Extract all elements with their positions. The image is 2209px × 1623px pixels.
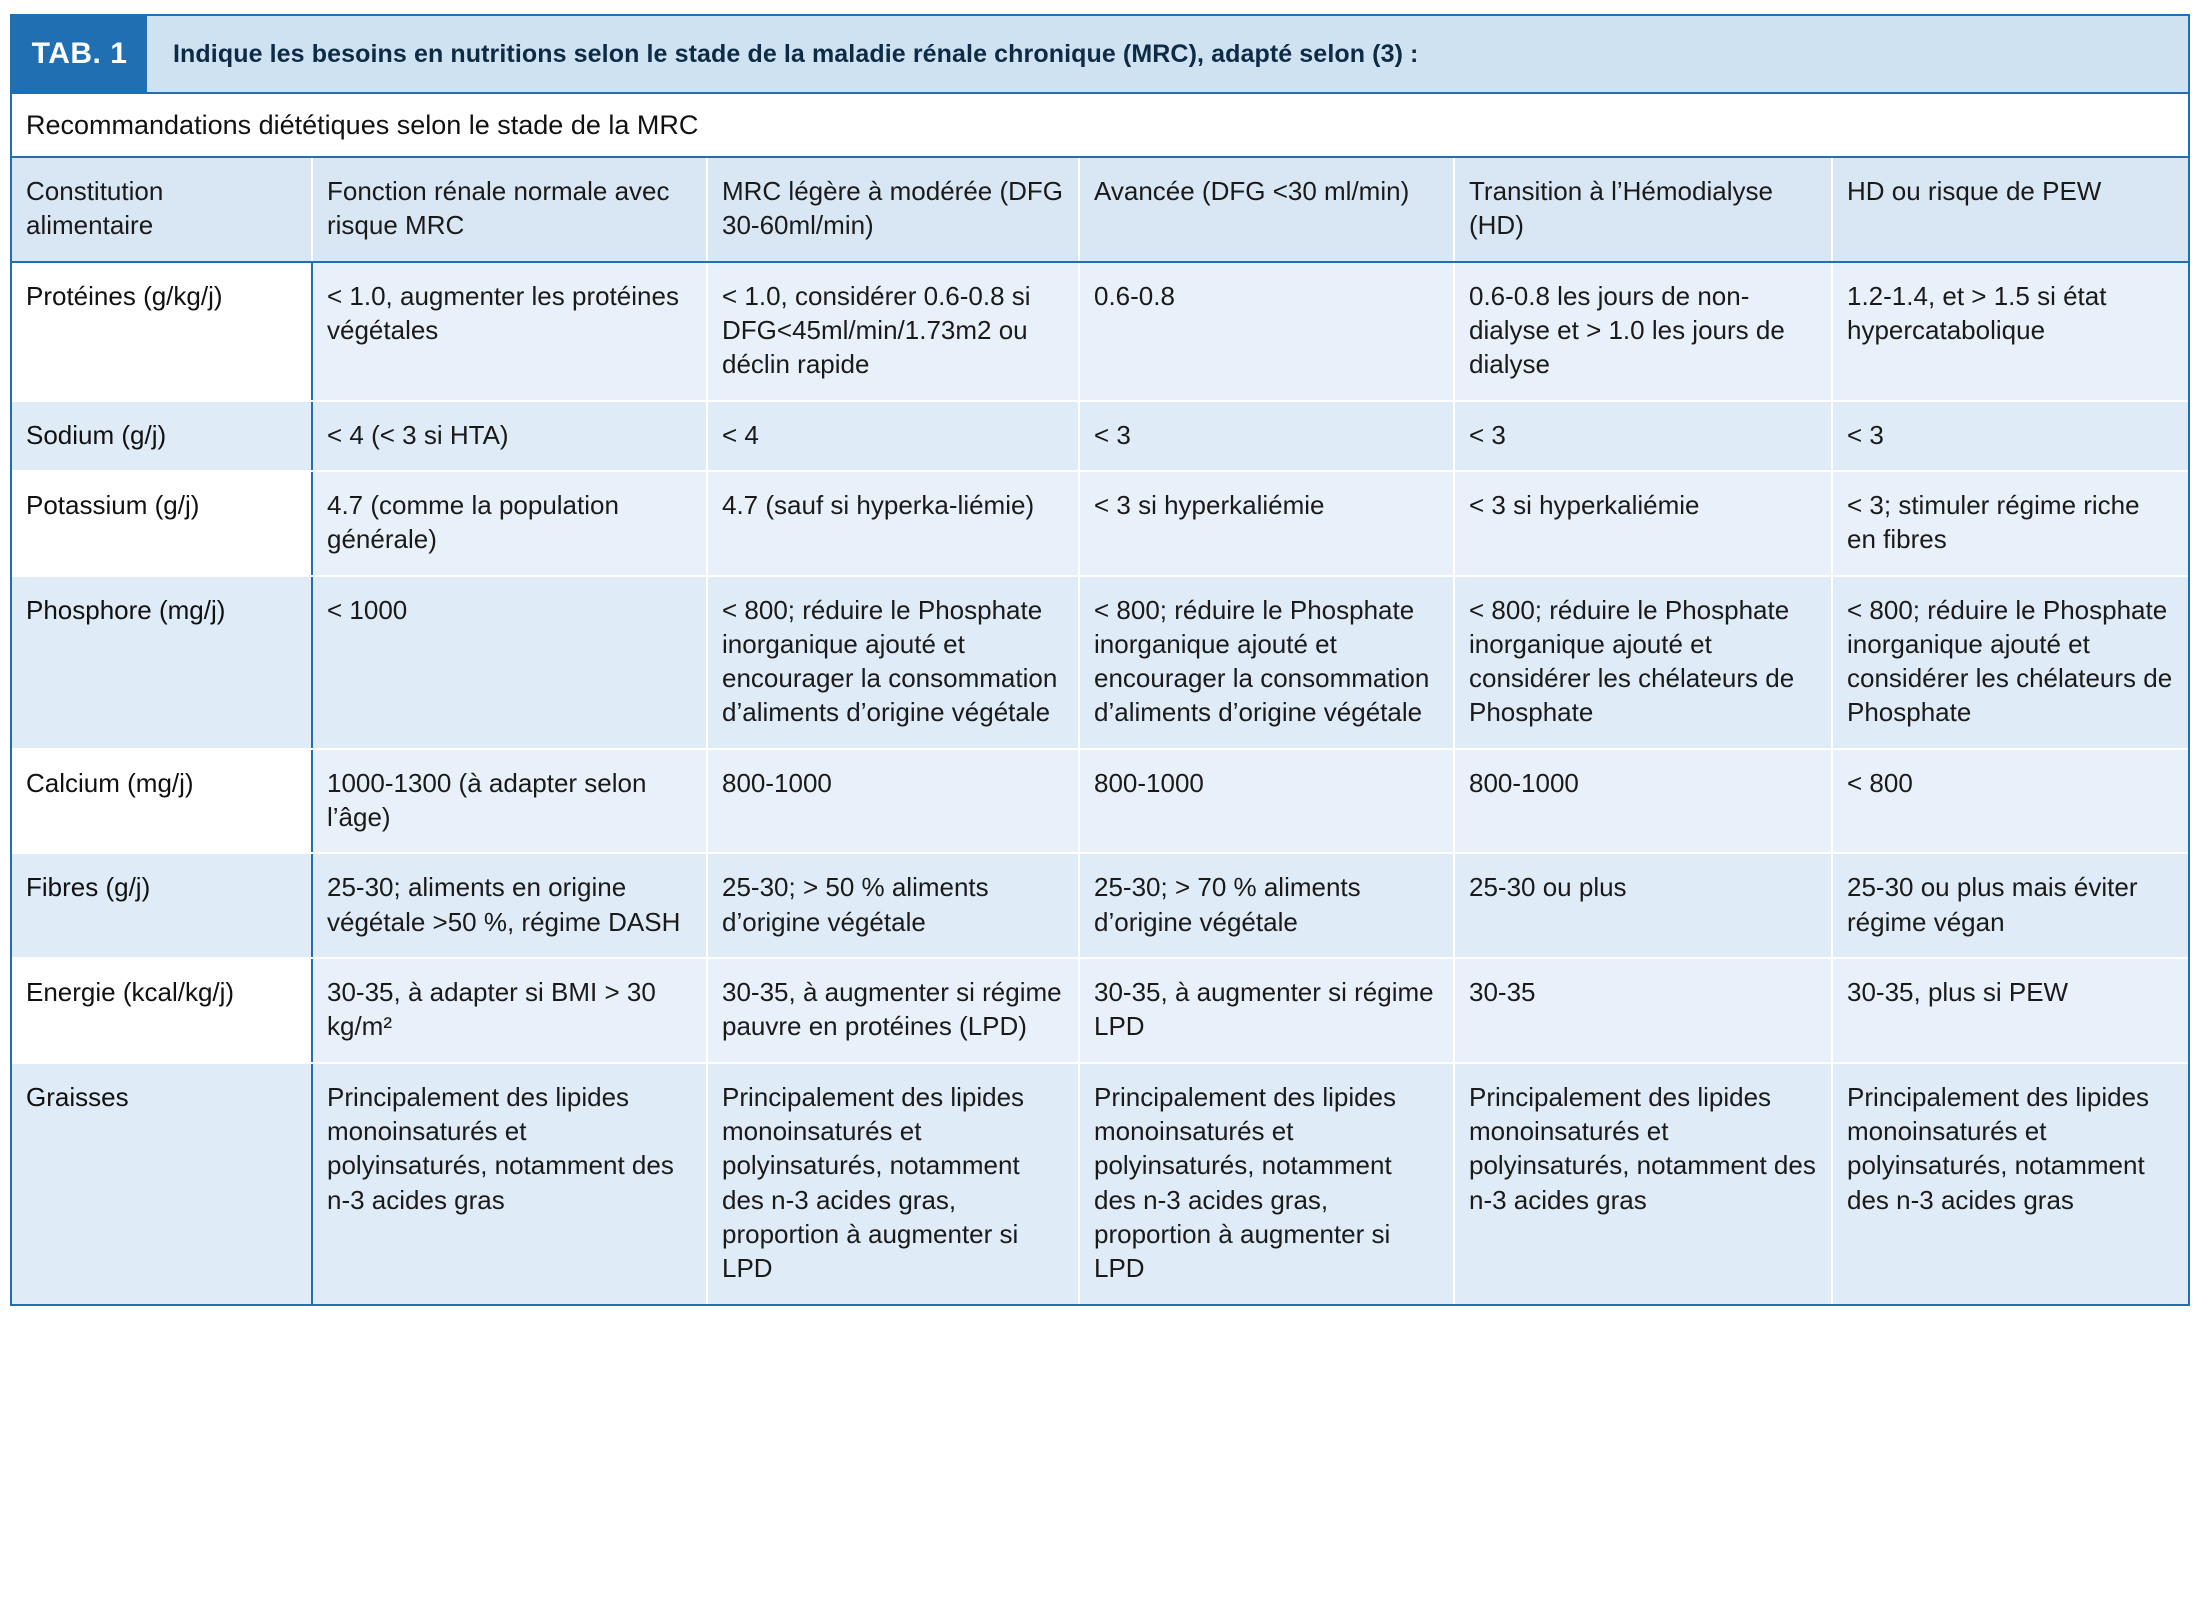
nutrition-recommendations-table [10,14,2190,1306]
column-header-advanced: Avancée (DFG <30 ml/min) [1079,158,1454,262]
cell-sodium-hd: < 3 [1832,401,2188,471]
table-subheader: Recommandations diététiques selon le stade de la MRC [12,94,2188,158]
cell-proteines-normal: < 1.0, augmenter les protéines végétales [312,262,707,401]
cell-potassium-transition: < 3 si hyperkaliémie [1454,471,1832,576]
cell-calcium-advanced: 800-1000 [1079,749,1454,854]
cell-calcium-normal: 1000-1300 (à adapter selon l’âge) [312,749,707,854]
table-row [12,576,2188,749]
cell-calcium-hd: < 800 [1832,749,2188,854]
row-label-fibres: Fibres (g/j) [12,853,312,958]
row-label-phosphore: Phosphore (mg/j) [12,576,312,749]
column-header-normal-function: Fonction rénale normale avec risque MRC [312,158,707,262]
cell-potassium-normal: 4.7 (comme la population générale) [312,471,707,576]
table-row [12,853,2188,958]
cell-potassium-hd: < 3; stimuler régime riche en fibres [1832,471,2188,576]
cell-fibres-mild: 25-30; > 50 % aliments d’origine végétale [707,853,1079,958]
cell-sodium-mild: < 4 [707,401,1079,471]
row-label-sodium: Sodium (g/j) [12,401,312,471]
table-head [12,158,2188,262]
cell-fibres-transition: 25-30 ou plus [1454,853,1832,958]
table-body [12,262,2188,1304]
table-caption-title: Indique les besoins en nutritions selon le stade de la maladie rénale chronique (MRC), adapté selon (3) : [173,39,1419,68]
column-header-constitution: Constitution alimentaire [12,158,312,262]
cell-graisses-hd: Principalement des lipides monoinsaturés et polyinsaturés, notamment des n-3 acides gras [1832,1063,2188,1304]
cell-proteines-hd: 1.2-1.4, et > 1.5 si état hypercatabolique [1832,262,2188,401]
table-caption-bar [12,16,2188,94]
cell-calcium-mild: 800-1000 [707,749,1079,854]
cell-proteines-advanced: 0.6-0.8 [1079,262,1454,401]
row-label-graisses: Graisses [12,1063,312,1304]
table-row [12,471,2188,576]
column-header-hd-pew: HD ou risque de PEW [1832,158,2188,262]
row-label-potassium: Potassium (g/j) [12,471,312,576]
row-label-energie: Energie (kcal/kg/j) [12,958,312,1063]
table-row [12,749,2188,854]
cell-sodium-transition: < 3 [1454,401,1832,471]
cell-graisses-normal: Principalement des lipides monoinsaturés et polyinsaturés, notamment des n-3 acides gras [312,1063,707,1304]
cell-phosphore-advanced: < 800; réduire le Phosphate inorganique ajouté et encourager la consommation d’aliments d’origine végétale [1079,576,1454,749]
table-number-badge: TAB. 1 [12,16,147,92]
table-header-row [12,158,2188,262]
column-header-mild-moderate: MRC légère à modérée (DFG 30-60ml/min) [707,158,1079,262]
table-row [12,1063,2188,1304]
cell-energie-hd: 30-35, plus si PEW [1832,958,2188,1063]
cell-graisses-mild: Principalement des lipides monoinsaturés et polyinsaturés, notamment des n-3 acides gras, proportion à augmenter si LPD [707,1063,1079,1304]
table-row [12,958,2188,1063]
cell-phosphore-transition: < 800; réduire le Phosphate inorganique ajouté et considérer les chélateurs de Phosphate [1454,576,1832,749]
cell-calcium-transition: 800-1000 [1454,749,1832,854]
column-header-transition-hd: Transition à l’Hémodialyse (HD) [1454,158,1832,262]
cell-sodium-normal: < 4 (< 3 si HTA) [312,401,707,471]
row-label-proteines: Protéines (g/kg/j) [12,262,312,401]
cell-fibres-hd: 25-30 ou plus mais éviter régime végan [1832,853,2188,958]
cell-proteines-mild: < 1.0, considérer 0.6-0.8 si DFG<45ml/min/1.73m2 ou déclin rapide [707,262,1079,401]
cell-energie-mild: 30-35, à augmenter si régime pauvre en protéines (LPD) [707,958,1079,1063]
table-row [12,401,2188,471]
cell-energie-advanced: 30-35, à augmenter si régime LPD [1079,958,1454,1063]
cell-graisses-transition: Principalement des lipides monoinsaturés et polyinsaturés, notamment des n-3 acides gras [1454,1063,1832,1304]
cell-phosphore-hd: < 800; réduire le Phosphate inorganique ajouté et considérer les chélateurs de Phosphate [1832,576,2188,749]
table-row [12,262,2188,401]
row-label-calcium: Calcium (mg/j) [12,749,312,854]
cell-energie-normal: 30-35, à adapter si BMI > 30 kg/m² [312,958,707,1063]
cell-phosphore-mild: < 800; réduire le Phosphate inorganique ajouté et encourager la consommation d’aliments d’origine végétale [707,576,1079,749]
cell-fibres-advanced: 25-30; > 70 % aliments d’origine végétale [1079,853,1454,958]
cell-proteines-transition: 0.6-0.8 les jours de non-dialyse et > 1.0 les jours de dialyse [1454,262,1832,401]
cell-sodium-advanced: < 3 [1079,401,1454,471]
cell-potassium-mild: 4.7 (sauf si hyperka-liémie) [707,471,1079,576]
cell-energie-transition: 30-35 [1454,958,1832,1063]
cell-fibres-normal: 25-30; aliments en origine végétale >50 %, régime DASH [312,853,707,958]
cell-potassium-advanced: < 3 si hyperkaliémie [1079,471,1454,576]
cell-graisses-advanced: Principalement des lipides monoinsaturés et polyinsaturés, notamment des n-3 acides gras, proportion à augmenter si LPD [1079,1063,1454,1304]
cell-phosphore-normal: < 1000 [312,576,707,749]
data-table [12,158,2188,1304]
